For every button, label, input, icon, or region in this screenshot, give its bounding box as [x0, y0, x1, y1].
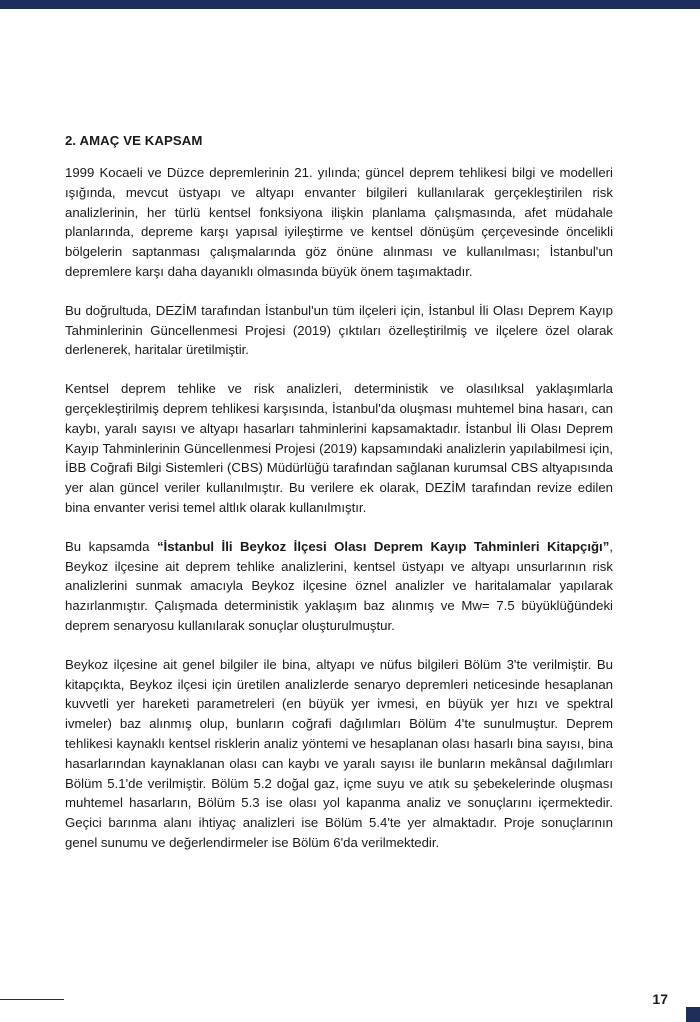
section-title: 2. AMAÇ VE KAPSAM	[65, 133, 203, 148]
footer-line	[0, 999, 64, 1000]
page-content	[65, 132, 613, 872]
paragraph-4	[65, 537, 613, 636]
paragraph-4-suffix: , Beykoz ilçesine ait deprem tehlike analizlerini, kentsel üstyapı ve altyapı unsurlarının risk analizlerini sunmak amacıyla Beykoz ilçesine öznel analizler ve haritalamalar yapılarak hazırlanmıştır. Çalışmada deterministik yaklaşım baz alınmış ve Mw= 7.5 büyüklüğündeki deprem senaryosu kullanılarak sonuçlar oluşturulmuştur.	[65, 538, 613, 633]
paragraph-3: Kentsel deprem tehlike ve risk analizleri, deterministik ve olasılıksal yaklaşımlarla gerçekleştirilmiş deprem tehlikesi karşısında, İstanbul'da oluşması muhtemel bina hasarı, can kaybı, yaralı sayısı ve altyapı hasarları tahminlerini kapsamaktadır. İstanbul İli Olası Deprem Kayıp Tahminlerinin Güncellenmesi Projesi (2019) kapsamındaki analizlerin yapılabilmesi için, İBB Coğrafi Bilgi Sistemleri (CBS) Müdürlüğü tarafından sağlanan kurumsal CBS altyapısında yer alan güncel veriler kullanılmıştır. Bu verilere ek olarak, DEZİM tarafından revize edilen bina envanter verisi temel altlık olarak kullanılmıştır.	[65, 381, 613, 515]
booklet-title: “İstanbul İli Beykoz İlçesi Olası Deprem Kayıp Tahminleri Kitapçığı”	[156, 538, 610, 554]
header-bar	[0, 0, 700, 9]
page-number: 17	[652, 991, 668, 1007]
footer-corner-block	[686, 1007, 700, 1022]
paragraph-2: Bu doğrultuda, DEZİM tarafından İstanbul'un tüm ilçeleri için, İstanbul İli Olası Deprem Kayıp Tahminlerinin Güncellenmesi Projesi (2019) çıktıları özelleştirilmiş ve ilçelere özel olarak derlenerek, haritalar üretilmiştir.	[65, 302, 613, 358]
paragraph-1: 1999 Kocaeli ve Düzce depremlerinin 21. yılında; güncel deprem tehlikesi bilgi ve modelleri ışığında, mevcut üstyapı ve altyapı envanter bilgileri kullanılarak gerçekleştirilen risk analizlerinin, her türlü kentsel fonksiyona ilişkin planlama çalışmasında, afet müdahale planlarında, depreme karşı yapısal iyileştirme ve kentsel dönüşüm çerçevesinde öncelikli bölgelerin saptanması çalışmalarında göz önüne alınması ve kullanılması; İstanbul'un depremlere karşı daha dayanıklı olmasında büyük önem taşımaktadır.	[65, 165, 613, 279]
paragraph-5: Beykoz ilçesine ait genel bilgiler ile bina, altyapı ve nüfus bilgileri Bölüm 3'te verilmiştir. Bu kitapçıkta, Beykoz ilçesi için üretilen analizlerde senaryo depremleri neticesinde hesaplanan kuvvetli yer hareketi parametreleri (en büyük yer ivmesi, en büyük yer hızı ve spektral ivmeler) baz alınmış olup, bunların coğrafi dağılımları Bölüm 4'te sunulmuştur. Deprem tehlikesi kaynaklı kentsel risklerin analiz yöntemi ve hesaplanan olası hasarlı bina sayısı, bina hasarlarından kaynaklanan olası can kaybı ve yaralı sayısı ile bunların mekânsal dağılımları Bölüm 5.1'de verilmiştir. Bölüm 5.2 doğal gaz, içme suyu ve atık su şebekelerinde oluşması muhtemel hasarların, Bölüm 5.3 ise olası yol kapanma analiz ve sonuçlarını içermektedir. Geçici barınma alanı ihtiyaç analizleri ise Bölüm 5.4'te yer almaktadır. Proje sonuçlarının genel sunumu ve değerlendirmeler ise Bölüm 6'da verilmektedir.	[65, 656, 613, 850]
paragraph-4-prefix: Bu kapsamda	[65, 538, 157, 554]
